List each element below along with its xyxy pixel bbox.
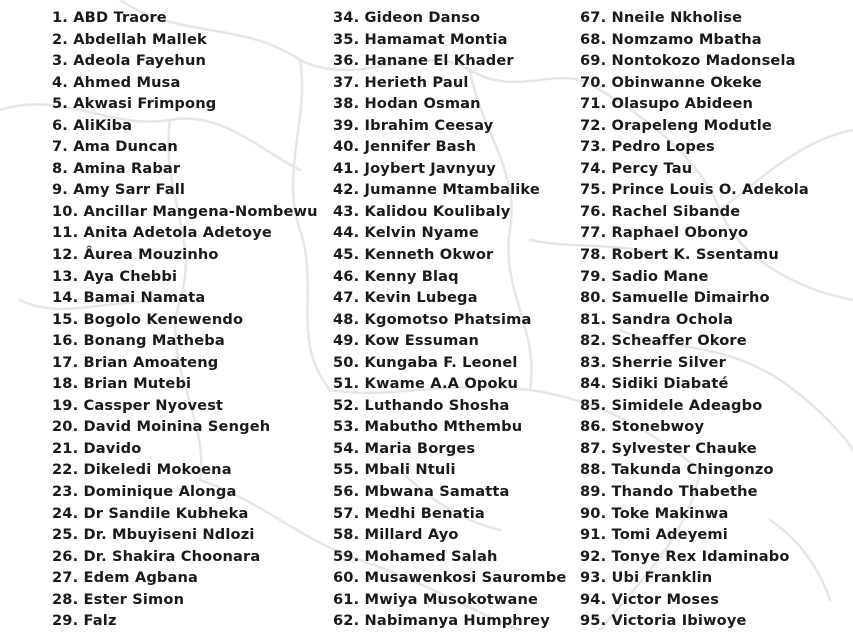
list-item: 1. ABD Traore [52, 9, 167, 26]
list-item: 6. AliKiba [52, 116, 133, 134]
list-item: 56. Mbwana Samatta [333, 483, 510, 501]
list-item: 3. Adeola Fayehun [52, 52, 207, 70]
list-item: 53. Mabutho Mthembu [333, 418, 523, 436]
list-item: 15. Bogolo Kenewendo [52, 310, 244, 328]
list-item: 79. Sadio Mane [580, 267, 709, 285]
list-item: 67. Nneile Nkholise [580, 9, 743, 26]
list-item: 94. Victor Moses [580, 590, 720, 608]
list-item: 62. Nabimanya Humphrey [333, 612, 550, 630]
list-item: 92. Tonye Rex Idaminabo [580, 547, 790, 565]
list-item: 51. Kwame A.A Opoku [333, 375, 519, 393]
list-item: 46. Kenny Blaq [333, 267, 459, 285]
list-item: 78. Robert K. Ssentamu [580, 246, 779, 264]
names-column-2 [333, 7, 566, 632]
list-item: 40. Jennifer Bash [333, 138, 477, 156]
list-item: 10. Ancillar Mangena-Nombewu [52, 202, 318, 220]
list-item: 21. Davido [52, 439, 142, 457]
list-item: 70. Obinwanne Okeke [580, 73, 762, 91]
list-item: 73. Pedro Lopes [580, 138, 715, 156]
names-column-3 [580, 7, 809, 632]
list-item: 5. Akwasi Frimpong [52, 95, 217, 113]
list-item: 47. Kevin Lubega [333, 289, 478, 307]
list-item: 71. Olasupo Abideen [580, 95, 754, 113]
list-item: 93. Ubi Franklin [580, 569, 713, 587]
list-item: 35. Hamamat Montia [333, 30, 508, 48]
list-item: 27. Edem Agbana [52, 569, 199, 587]
list-item: 86. Stonebwoy [580, 418, 705, 436]
list-item: 43. Kalidou Koulibaly [333, 202, 511, 220]
list-item: 61. Mwiya Musokotwane [333, 590, 539, 608]
list-item: 9. Amy Sarr Fall [52, 181, 186, 199]
list-item: 58. Millard Ayo [333, 526, 459, 544]
list-item: 85. Simidele Adeagbo [580, 396, 763, 414]
list-item: 76. Rachel Sibande [580, 202, 741, 220]
list-item: 28. Ester Simon [52, 590, 185, 608]
list-item: 55. Mbali Ntuli [333, 461, 456, 479]
list-item: 12. Âurea Mouzinho [52, 246, 219, 264]
list-item: 95. Victoria Ibiwoye [580, 612, 747, 630]
list-item: 2. Abdellah Mallek [52, 30, 207, 48]
list-item: 89. Thando Thabethe [580, 483, 758, 501]
list-item: 8. Amina Rabar [52, 159, 181, 177]
list-item: 24. Dr Sandile Kubheka [52, 504, 249, 522]
list-item: 52. Luthando Shosha [333, 396, 510, 414]
list-item: 81. Sandra Ochola [580, 310, 734, 328]
list-item: 72. Orapeleng Modutle [580, 116, 772, 134]
list-item: 25. Dr. Mbuyiseni Ndlozi [52, 526, 255, 544]
list-item: 20. David Moinina Sengeh [52, 418, 271, 436]
list-item: 80. Samuelle Dimairho [580, 289, 770, 307]
list-item: 84. Sidiki Diabaté [580, 375, 729, 393]
list-item: 87. Sylvester Chauke [580, 439, 757, 457]
list-item: 44. Kelvin Nyame [333, 224, 479, 242]
list-item: 49. Kow Essuman [333, 332, 479, 350]
list-item: 45. Kenneth Okwor [333, 246, 494, 264]
names-column-1 [52, 7, 318, 632]
list-item: 54. Maria Borges [333, 439, 476, 457]
list-item: 75. Prince Louis O. Adekola [580, 181, 809, 199]
list-item: 37. Herieth Paul [333, 73, 469, 91]
list-item: 42. Jumanne Mtambalike [333, 181, 540, 199]
list-item: 36. Hanane El Khader [333, 52, 514, 70]
list-item: 69. Nontokozo Madonsela [580, 52, 796, 70]
list-item: 7. Ama Duncan [52, 138, 178, 156]
list-item: 14. Bamai Namata [52, 289, 206, 307]
list-item: 11. Anita Adetola Adetoye [52, 224, 272, 242]
list-item: 74. Percy Tau [580, 159, 693, 177]
list-item: 22. Dikeledi Mokoena [52, 461, 232, 479]
list-item: 59. Mohamed Salah [333, 547, 498, 565]
list-item: 16. Bonang Matheba [52, 332, 225, 350]
list-item: 19. Cassper Nyovest [52, 396, 224, 414]
list-item: 4. Ahmed Musa [52, 73, 181, 91]
list-item: 23. Dominique Alonga [52, 483, 237, 501]
list-item: 29. Falz [52, 612, 117, 630]
list-item: 50. Kungaba F. Leonel [333, 353, 518, 371]
list-item: 88. Takunda Chingonzo [580, 461, 774, 479]
list-item: 39. Ibrahim Ceesay [333, 116, 494, 134]
list-item: 38. Hodan Osman [333, 95, 481, 113]
list-item: 13. Aya Chebbi [52, 267, 178, 285]
list-item: 34. Gideon Danso [333, 9, 481, 26]
list-item: 26. Dr. Shakira Choonara [52, 547, 261, 565]
list-item: 82. Scheaffer Okore [580, 332, 747, 350]
list-item: 83. Sherrie Silver [580, 353, 726, 371]
list-item: 18. Brian Mutebi [52, 375, 192, 393]
list-item: 57. Medhi Benatia [333, 504, 485, 522]
list-item: 77. Raphael Obonyo [580, 224, 749, 242]
list-item: 48. Kgomotso Phatsima [333, 310, 532, 328]
list-item: 91. Tomi Adeyemi [580, 526, 728, 544]
list-item: 90. Toke Makinwa [580, 504, 729, 522]
list-item: 68. Nomzamo Mbatha [580, 30, 762, 48]
list-item: 17. Brian Amoateng [52, 353, 219, 371]
list-item: 60. Musawenkosi Saurombe [333, 569, 567, 587]
list-item: 41. Joybert Javnyuy [333, 159, 496, 177]
